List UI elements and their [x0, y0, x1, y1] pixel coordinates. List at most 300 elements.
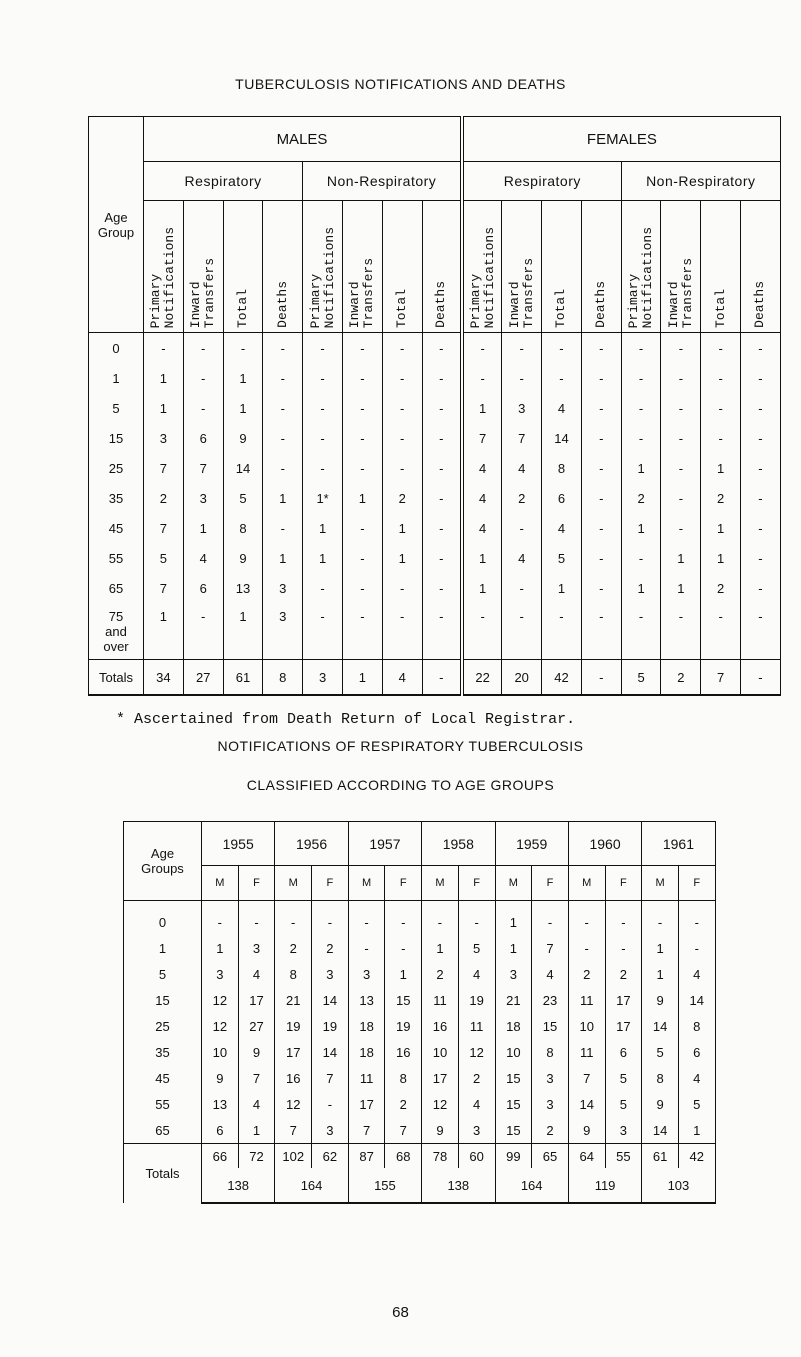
table-cell: 17 [238, 987, 275, 1013]
table-cell: 14 [568, 1091, 605, 1117]
table-cell: 3 [458, 1117, 495, 1144]
table-cell: 11 [422, 987, 459, 1013]
table-cell: - [741, 423, 781, 453]
table-cell: - [741, 483, 781, 513]
table-cell: - [605, 935, 642, 961]
table-cell: 1 [621, 513, 661, 543]
section-subtitle: CLASSIFIED ACCORDING TO AGE GROUPS [246, 777, 555, 793]
table-cell: 6 [183, 573, 223, 603]
table-cell: 1 [183, 513, 223, 543]
table-cell: - [303, 333, 343, 364]
table-cell: - [701, 423, 741, 453]
column-header [701, 201, 741, 333]
table-cell: 1 [661, 543, 701, 573]
table-cell: 1 [385, 961, 422, 987]
table-cell: - [621, 393, 661, 423]
table-cell: 2 [701, 483, 741, 513]
table-cell: 14 [678, 987, 715, 1013]
table-cell: - [263, 393, 303, 423]
sex-header: F [458, 866, 495, 901]
table-row [89, 573, 781, 603]
table-cell: 1 [342, 483, 382, 513]
table-cell: 7 [183, 453, 223, 483]
sex-header: F [532, 866, 569, 901]
table-cell: 4 [502, 453, 542, 483]
table-cell: 2 [422, 961, 459, 987]
table-cell: - [741, 363, 781, 393]
table-cell: - [701, 363, 741, 393]
totals-label: Totals [124, 1144, 202, 1204]
table-cell: 1 [144, 393, 184, 423]
page-title: TUBERCULOSIS NOTIFICATIONS AND DEATHS [235, 76, 566, 92]
table-cell: 6 [183, 423, 223, 453]
year-total-cell: 164 [495, 1168, 568, 1203]
sex-header: M [422, 866, 459, 901]
table-cell: 9 [642, 1091, 679, 1117]
table-cell: 14 [642, 1117, 679, 1144]
table-cell: 3 [263, 603, 303, 660]
table-cell: 3 [144, 423, 184, 453]
table-row [124, 961, 716, 987]
table-cell: 1 [263, 483, 303, 513]
table-cell: 8 [385, 1065, 422, 1091]
table-cell: - [661, 453, 701, 483]
table-cell: 1 [303, 513, 343, 543]
table-cell: 2 [502, 483, 542, 513]
age-group-cell: 55 [89, 543, 144, 573]
table-cell: - [422, 513, 462, 543]
table-cell: 17 [348, 1091, 385, 1117]
column-header [263, 201, 303, 333]
table-cell: - [678, 935, 715, 961]
table-cell: 1 [263, 543, 303, 573]
age-group-cell: 35 [89, 483, 144, 513]
table-cell: 6 [202, 1117, 239, 1144]
age-group-cell: 1 [89, 363, 144, 393]
column-header [303, 201, 343, 333]
table-cell: 7 [312, 1065, 349, 1091]
table-cell: 4 [678, 961, 715, 987]
year-header: 1958 [422, 822, 495, 866]
table-cell: 1 [144, 603, 184, 660]
column-header [382, 201, 422, 333]
sex-header: F [312, 866, 349, 901]
table-cell: - [342, 423, 382, 453]
table-cell: - [183, 603, 223, 660]
age-group-cell: 5 [124, 961, 202, 987]
table-cell: 18 [495, 1013, 532, 1039]
table-cell: 19 [275, 1013, 312, 1039]
table-cell: 2 [458, 1065, 495, 1091]
table-cell: - [701, 333, 741, 364]
column-header-label: Deaths [274, 281, 290, 328]
table-cell: - [382, 333, 422, 364]
table-cell: 3 [312, 961, 349, 987]
table-row [89, 483, 781, 513]
table-cell: - [701, 393, 741, 423]
males-header: MALES [144, 117, 462, 162]
table-cell: - [661, 423, 701, 453]
totals-cell: 20 [502, 660, 542, 696]
table-cell: - [144, 333, 184, 364]
table-row [124, 1039, 716, 1065]
table-cell: 1 [422, 935, 459, 961]
table-cell: 16 [275, 1065, 312, 1091]
table-cell: - [462, 603, 502, 660]
year-header: 1956 [275, 822, 348, 866]
table-row [89, 423, 781, 453]
column-header-label: Total [234, 288, 250, 328]
column-header-label: Total [712, 288, 728, 328]
table-row [124, 987, 716, 1013]
table-cell: 8 [678, 1013, 715, 1039]
table-row [89, 393, 781, 423]
table-cell: 5 [223, 483, 263, 513]
respiratory-header: Respiratory [462, 162, 621, 201]
table-cell: 14 [223, 453, 263, 483]
age-group-cell: 0 [89, 333, 144, 364]
tb-notifications-table [88, 116, 781, 696]
table-cell: - [581, 483, 621, 513]
table-cell: - [342, 603, 382, 660]
table-cell: - [422, 573, 462, 603]
totals-cell: 60 [458, 1144, 495, 1169]
column-header-wrap [622, 204, 661, 328]
table-cell: 2 [275, 935, 312, 961]
table-cell: - [422, 423, 462, 453]
table-cell: 21 [495, 987, 532, 1013]
table-cell: 4 [462, 513, 502, 543]
table-cell: 5 [678, 1091, 715, 1117]
table-cell: - [502, 603, 542, 660]
table-cell: 9 [202, 1065, 239, 1091]
table-row [124, 1117, 716, 1144]
table-cell: 1* [303, 483, 343, 513]
table-cell: - [741, 333, 781, 364]
table-cell: - [422, 603, 462, 660]
table-cell: 7 [502, 423, 542, 453]
age-group-cell: 45 [89, 513, 144, 543]
table-cell: 1 [678, 1117, 715, 1144]
table-cell: 11 [568, 1039, 605, 1065]
table-cell: - [422, 901, 459, 936]
table-cell: 2 [144, 483, 184, 513]
table-cell: 13 [348, 987, 385, 1013]
table-cell: 11 [458, 1013, 495, 1039]
table-cell: 10 [422, 1039, 459, 1065]
totals-cell: 55 [605, 1144, 642, 1169]
column-header-wrap [502, 204, 541, 328]
table-cell: 4 [458, 1091, 495, 1117]
totals-cell: - [741, 660, 781, 696]
table-cell: 5 [605, 1065, 642, 1091]
totals-cell: 2 [661, 660, 701, 696]
respiratory-header: Respiratory [144, 162, 303, 201]
totals-cell: 72 [238, 1144, 275, 1169]
totals-cell: 61 [642, 1144, 679, 1169]
table-cell: - [741, 513, 781, 543]
column-header-label: Total [394, 288, 410, 328]
column-header-label: Deaths [593, 281, 609, 328]
table-cell: 16 [385, 1039, 422, 1065]
table-cell: - [202, 901, 239, 936]
table-cell: - [581, 333, 621, 364]
table-cell: 17 [605, 1013, 642, 1039]
table-cell: - [342, 393, 382, 423]
column-header [183, 201, 223, 333]
table-cell: 1 [701, 513, 741, 543]
year-total-cell: 119 [568, 1168, 641, 1203]
table-cell: - [621, 333, 661, 364]
age-groups-table [123, 821, 716, 1204]
table-cell: - [661, 363, 701, 393]
table-cell: 1 [642, 935, 679, 961]
table-cell: - [263, 453, 303, 483]
age-group-cell: 55 [124, 1091, 202, 1117]
table-cell: 7 [462, 423, 502, 453]
table-cell: 7 [275, 1117, 312, 1144]
column-header-wrap [144, 204, 183, 328]
footnote: * Ascertained from Death Return of Local Registrar. [116, 711, 576, 728]
table-cell: - [382, 423, 422, 453]
table-cell: - [342, 513, 382, 543]
table-cell: 1 [223, 603, 263, 660]
totals-cell: 42 [542, 660, 582, 696]
table-cell: 1 [701, 453, 741, 483]
table-row [89, 363, 781, 393]
column-header-wrap [582, 204, 621, 328]
year-total-cell: 138 [422, 1168, 495, 1203]
totals-cell: 34 [144, 660, 184, 696]
column-header [462, 201, 502, 333]
table-cell: 15 [495, 1117, 532, 1144]
table-cell: - [275, 901, 312, 936]
table-cell: 16 [422, 1013, 459, 1039]
table-row [89, 453, 781, 483]
year-header: 1960 [568, 822, 641, 866]
table-cell: - [581, 573, 621, 603]
sex-header: F [678, 866, 715, 901]
totals-cell: 62 [312, 1144, 349, 1169]
table-cell: 15 [495, 1091, 532, 1117]
totals-cell: - [581, 660, 621, 696]
sex-header: M [275, 866, 312, 901]
column-header-wrap [343, 204, 382, 328]
table-cell: 1 [621, 573, 661, 603]
table-cell: - [382, 603, 422, 660]
age-group-cell: 65 [124, 1117, 202, 1144]
table-cell: 14 [312, 987, 349, 1013]
table-row [89, 333, 781, 364]
column-header-wrap [383, 204, 422, 328]
table-cell: - [303, 423, 343, 453]
totals-label: Totals [89, 660, 144, 696]
table-cell: - [741, 543, 781, 573]
table-cell: 2 [382, 483, 422, 513]
year-total-cell: 164 [275, 1168, 348, 1203]
table-cell: 21 [275, 987, 312, 1013]
table-cell: 4 [502, 543, 542, 573]
table-cell: 1 [202, 935, 239, 961]
table-row [124, 901, 716, 936]
table-cell: - [348, 935, 385, 961]
table-cell: 23 [532, 987, 569, 1013]
table-cell: 3 [605, 1117, 642, 1144]
table-cell: 19 [458, 987, 495, 1013]
table-cell: 15 [532, 1013, 569, 1039]
column-header [422, 201, 462, 333]
table-cell: 1 [495, 901, 532, 936]
column-header [621, 201, 661, 333]
totals-row [89, 660, 781, 696]
sex-header: M [642, 866, 679, 901]
table-cell: 4 [542, 513, 582, 543]
table-cell: - [263, 423, 303, 453]
column-header-label: Inward Transfers [347, 257, 377, 328]
table-cell: - [621, 603, 661, 660]
table-cell: 1 [621, 453, 661, 483]
column-header-label: Inward Transfers [188, 257, 218, 328]
column-header [223, 201, 263, 333]
age-group-header: Age Group [89, 117, 144, 333]
table-cell: 27 [238, 1013, 275, 1039]
table-cell: - [385, 901, 422, 936]
table-cell: 9 [568, 1117, 605, 1144]
table-cell: 12 [202, 987, 239, 1013]
totals-row [124, 1144, 716, 1169]
column-header-wrap [303, 204, 342, 328]
table-cell: - [422, 393, 462, 423]
table-cell: 8 [275, 961, 312, 987]
table-cell: - [382, 453, 422, 483]
table-cell: 3 [495, 961, 532, 987]
table-cell: 9 [223, 423, 263, 453]
table-cell: 1 [661, 573, 701, 603]
totals-cell: 68 [385, 1144, 422, 1169]
sex-header: F [238, 866, 275, 901]
table-cell: 7 [532, 935, 569, 961]
table-cell: - [661, 483, 701, 513]
table-cell: - [382, 573, 422, 603]
table-cell: 4 [183, 543, 223, 573]
table-cell: 2 [701, 573, 741, 603]
totals-cell: 5 [621, 660, 661, 696]
age-groups-header: Age Groups [124, 822, 202, 901]
totals-cell: 3 [303, 660, 343, 696]
page-number: 68 [392, 1304, 409, 1321]
column-header-label: Deaths [752, 281, 768, 328]
table-cell: 1 [144, 363, 184, 393]
table-cell: - [263, 363, 303, 393]
table-cell: - [741, 603, 781, 660]
year-header: 1955 [202, 822, 275, 866]
table-cell: 1 [223, 393, 263, 423]
totals-cell: 65 [532, 1144, 569, 1169]
table-cell: 4 [458, 961, 495, 987]
table-cell: 15 [385, 987, 422, 1013]
table-cell: 1 [303, 543, 343, 573]
table-cell: - [422, 453, 462, 483]
table-cell: 1 [701, 543, 741, 573]
table-cell: - [348, 901, 385, 936]
column-header-wrap [423, 204, 460, 328]
table-cell: - [581, 513, 621, 543]
sex-header: M [495, 866, 532, 901]
column-header [741, 201, 781, 333]
table-cell: 10 [202, 1039, 239, 1065]
table-cell: 1 [238, 1117, 275, 1144]
table-cell: - [342, 543, 382, 573]
sex-header: M [568, 866, 605, 901]
table-cell: - [532, 901, 569, 936]
totals-cell: 66 [202, 1144, 239, 1169]
table-cell: 1 [495, 935, 532, 961]
table-cell: 7 [385, 1117, 422, 1144]
table-cell: - [183, 333, 223, 364]
table-cell: 1 [223, 363, 263, 393]
table-cell: 3 [312, 1117, 349, 1144]
table-cell: 12 [202, 1013, 239, 1039]
table-cell: 4 [532, 961, 569, 987]
table-cell: 7 [568, 1065, 605, 1091]
table-cell: 1 [382, 543, 422, 573]
table-cell: - [303, 453, 343, 483]
table-cell: 14 [642, 1013, 679, 1039]
table-cell: 4 [542, 393, 582, 423]
column-header [342, 201, 382, 333]
table-cell: - [462, 363, 502, 393]
table-cell: - [263, 333, 303, 364]
sex-header: M [348, 866, 385, 901]
totals-cell: 4 [382, 660, 422, 696]
totals-row [124, 1168, 716, 1203]
sex-header: F [605, 866, 642, 901]
non-respiratory-header: Non-Respiratory [621, 162, 780, 201]
table-cell: 7 [144, 513, 184, 543]
table-cell: - [183, 393, 223, 423]
year-total-cell: 155 [348, 1168, 421, 1203]
table-cell: 9 [642, 987, 679, 1013]
column-header-label: Primary Notifications [307, 226, 337, 328]
table-cell: - [183, 363, 223, 393]
table-cell: - [382, 363, 422, 393]
table-cell: 5 [458, 935, 495, 961]
age-group-cell: 1 [124, 935, 202, 961]
year-header: 1959 [495, 822, 568, 866]
table-cell: 14 [542, 423, 582, 453]
table-cell: - [741, 393, 781, 423]
table-cell: 9 [422, 1117, 459, 1144]
table-cell: 2 [532, 1117, 569, 1144]
table-cell: 1 [382, 513, 422, 543]
table-cell: - [422, 483, 462, 513]
table-cell: - [741, 573, 781, 603]
table-cell: 10 [495, 1039, 532, 1065]
table-cell: - [568, 901, 605, 936]
table-cell: - [238, 901, 275, 936]
table-cell: 5 [605, 1091, 642, 1117]
table-cell: - [605, 901, 642, 936]
totals-cell: 87 [348, 1144, 385, 1169]
column-header-label: Primary Notifications [626, 226, 656, 328]
table-cell: 3 [238, 935, 275, 961]
table-cell: - [342, 363, 382, 393]
table-cell: - [422, 363, 462, 393]
table-cell: 2 [568, 961, 605, 987]
table-cell: 3 [263, 573, 303, 603]
table-cell: 5 [542, 543, 582, 573]
column-header [144, 201, 184, 333]
